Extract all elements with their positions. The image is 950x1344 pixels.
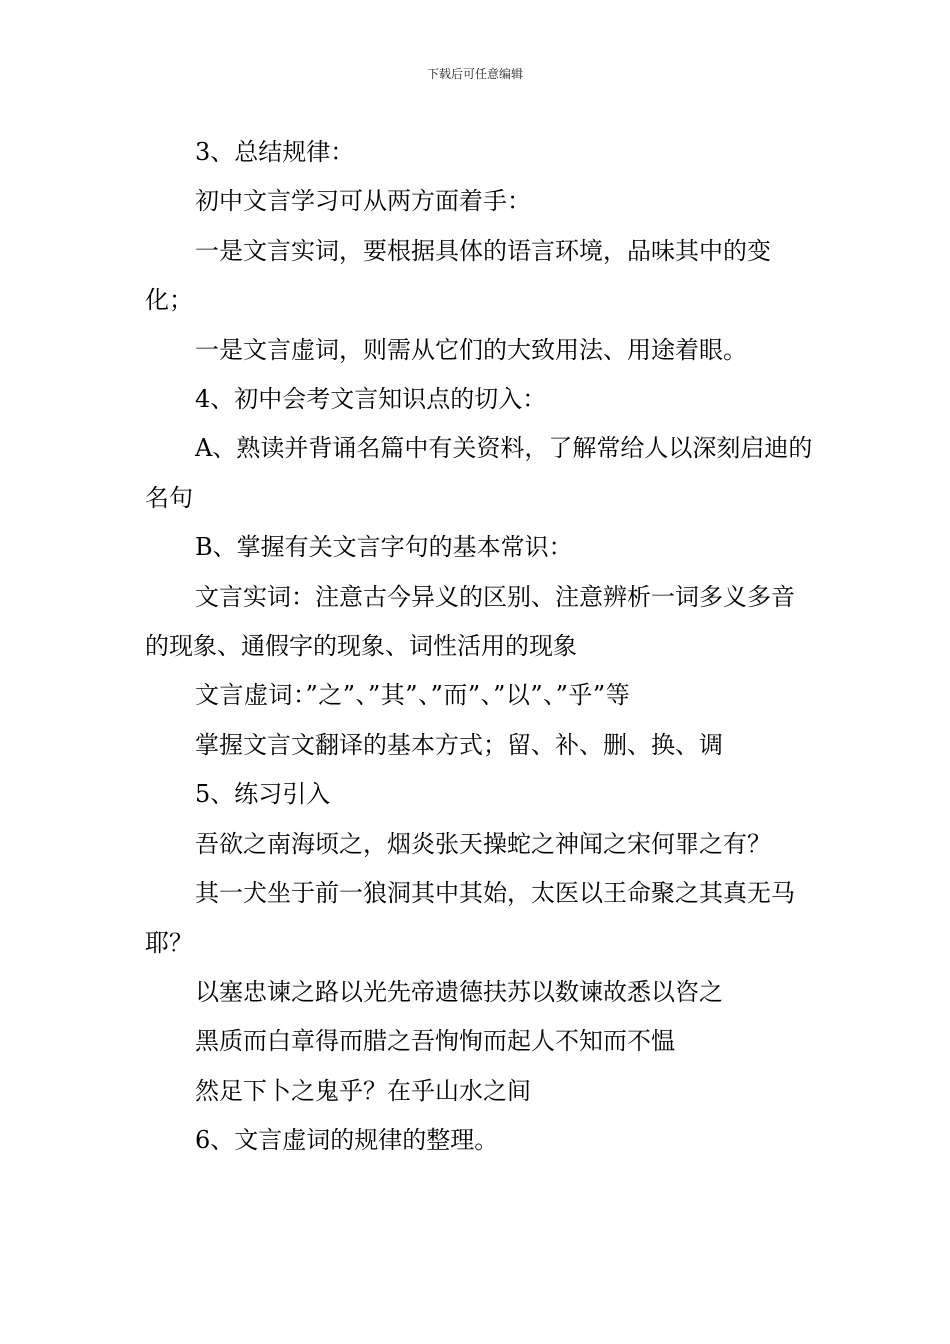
paragraph: 5、练习引入 [195,780,331,809]
paragraph: 然足下卜之鬼乎？在乎山水之间 [195,1076,531,1105]
paragraph: 掌握文言文翻译的基本方式；留、补、删、换、调 [195,730,723,759]
paragraph: 初中文言学习可从两方面着手： [195,187,531,216]
paragraph: 4、初中会考文言知识点的切入： [195,385,547,414]
paragraph: 文言虚词：”之”、”其”、”而”、”以”、”乎”等 [195,681,631,710]
paragraph: 一是文言实词，要根据具体的语言环境，品味其中的变化； [145,236,771,315]
page-header-note: 下载后可任意编辑 [426,67,523,81]
paragraph: A、熟读并背诵名篇中有关资料，了解常给人以深刻启迪的名句 [145,434,813,512]
paragraph: 黑质而白章得而腊之吾恂恂而起人不知而不愠 [195,1027,675,1056]
paragraph: 吾欲之南海顷之，烟炎张天操蛇之神闻之宋何罪之有？ [195,829,771,858]
paragraph: 以塞忠谏之路以光先帝遗德扶苏以数谏故悉以咨之 [195,977,723,1006]
paragraph: 6、文言虚词的规律的整理。 [195,1126,499,1155]
paragraph: 一是文言虚词，则需从它们的大致用法、用途着眼。 [195,335,747,364]
paragraph: 文言实词：注意古今异义的区别、注意辨析一词多义多音的现象、通假字的现象、词性活用的现象 [145,582,795,661]
paragraph: B、掌握有关文言字句的基本常识： [195,533,573,562]
document-body [145,128,815,1166]
paragraph: 其一犬坐于前一狼洞其中其始，太医以王命聚之其真无马耶？ [145,879,795,957]
paragraph: 3、总结规律： [195,138,355,166]
